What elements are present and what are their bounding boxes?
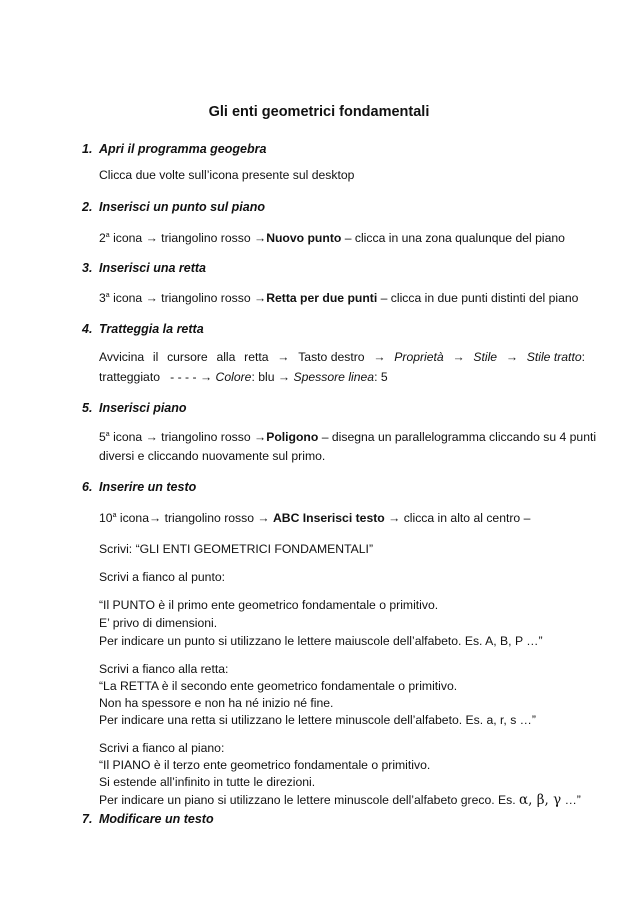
instruction-rest: – clicca in una zona qualunque del piano xyxy=(341,231,565,245)
colon: : xyxy=(581,350,585,364)
section-heading-7 xyxy=(82,812,214,826)
section-title: Tratteggia la retta xyxy=(99,322,204,336)
icon-number: 5 xyxy=(99,430,106,444)
section-heading-3 xyxy=(82,261,206,275)
piano-text: Per indicare un piano si utilizzano le lettere minuscole dell’alfabeto greco. Es. xyxy=(99,793,520,807)
retta-line-4: Per indicare una retta si utilizzano le lettere minuscole dell’alfabeto. Es. a, r, s …” xyxy=(99,713,536,727)
arrow-icon: → xyxy=(145,430,158,444)
tool-name: Nuovo punto xyxy=(266,231,342,245)
ordinal-superscript: a xyxy=(105,232,110,239)
retta-line-1: Scrivi a fianco alla retta: xyxy=(99,662,229,676)
spessore-label: Spessore linea xyxy=(293,370,375,384)
piano-end: …” xyxy=(561,793,581,807)
section-title: Inserisci un punto sul piano xyxy=(99,200,265,214)
ordinal-superscript: a xyxy=(105,292,110,299)
section-number: 1. xyxy=(82,142,93,156)
piano-line-4 xyxy=(99,792,581,808)
tasto-destro-label: Tasto destro xyxy=(298,350,365,364)
s5-line-2: diversi e cliccando nuovamente sul primo. xyxy=(99,449,326,463)
tool-name: Poligono xyxy=(266,430,319,444)
proprieta-label: Proprietà xyxy=(394,350,444,364)
stile-tratto-label: Stile tratto xyxy=(526,350,582,364)
section-number: 5. xyxy=(82,401,93,415)
piano-line-3: Si estende all’infinito in tutte le direzioni. xyxy=(99,775,316,789)
section-heading-6 xyxy=(82,480,196,494)
section-title: Inserire un testo xyxy=(99,480,197,494)
word: cursore xyxy=(167,350,208,364)
punto-line-2: E’ privo di dimensioni. xyxy=(99,616,218,630)
dashes: - - - - xyxy=(170,370,197,384)
s4-line-1 xyxy=(99,350,585,364)
arrow-icon: → xyxy=(452,350,465,364)
arrow-icon: → xyxy=(254,430,267,444)
tool-name: Retta per due punti xyxy=(266,291,378,305)
triangolino-label: triangolino rosso xyxy=(157,291,254,305)
section-heading-2 xyxy=(82,200,265,214)
word: il xyxy=(152,350,159,364)
icon-number: 3 xyxy=(99,291,106,305)
ordinal-superscript: a xyxy=(112,512,117,519)
section-title: Apri il programma geogebra xyxy=(99,142,267,156)
section-number: 2. xyxy=(82,200,93,214)
arrow-icon: → xyxy=(388,511,401,525)
triangolino-label: triangolino rosso xyxy=(157,430,254,444)
piano-line-1: Scrivi a fianco al piano: xyxy=(99,741,225,755)
section-heading-4 xyxy=(82,322,204,336)
colore-value: : blu xyxy=(251,370,278,384)
section-number: 7. xyxy=(82,812,93,826)
s5-line-1 xyxy=(99,430,596,444)
icon-number: 10 xyxy=(99,511,113,525)
word: alla xyxy=(216,350,236,364)
s3-text xyxy=(99,291,578,305)
arrow-icon: → xyxy=(145,231,158,245)
greek-letters: α, β, γ xyxy=(519,792,562,808)
arrow-icon: → xyxy=(254,291,267,305)
icona-label: icona xyxy=(116,511,149,525)
section-title: Inserisci una retta xyxy=(99,261,206,275)
section-number: 3. xyxy=(82,261,93,275)
arrow-icon: → xyxy=(373,350,386,364)
punto-line-1: “Il PUNTO è il primo ente geometrico fondamentale o primitivo. xyxy=(99,598,439,612)
retta-line-2: “La RETTA è il secondo ente geometrico fondamentale o primitivo. xyxy=(99,679,458,693)
section-number: 4. xyxy=(82,322,93,336)
icona-label: icona xyxy=(109,430,146,444)
s6-line-1 xyxy=(99,511,530,525)
colore-label: Colore xyxy=(215,370,252,384)
section-heading-1 xyxy=(82,142,266,156)
tool-name: ABC Inserisci testo xyxy=(272,511,385,525)
instruction-rest: clicca in alto al centro – xyxy=(400,511,531,525)
arrow-icon: → xyxy=(505,350,518,364)
spessore-value: : 5 xyxy=(374,370,388,384)
s2-text xyxy=(99,231,565,245)
arrow-icon: → xyxy=(145,291,158,305)
tratteggiato-label: tratteggiato xyxy=(99,370,160,384)
section-number: 6. xyxy=(82,480,93,494)
arrow-icon: → xyxy=(277,350,290,364)
section-title: Modificare un testo xyxy=(99,812,214,826)
document-title: Gli enti geometrici fondamentali xyxy=(208,104,430,120)
punto-line-3: Per indicare un punto si utilizzano le lettere maiuscole dell’alfabeto. Es. A, B, P …” xyxy=(99,634,543,648)
triangolino-label: triangolino rosso xyxy=(157,231,254,245)
arrow-icon: → xyxy=(199,370,213,384)
section-title: Inserisci piano xyxy=(99,401,187,415)
instruction-rest: – clicca in due punti distinti del piano xyxy=(377,291,579,305)
piano-line-2: “Il PIANO è il terzo ente geometrico fondamentale o primitivo. xyxy=(99,758,431,772)
arrow-icon: → xyxy=(149,511,162,525)
section-heading-5 xyxy=(82,401,187,415)
triangolino-label: triangolino rosso xyxy=(161,511,258,525)
s1-text: Clicca due volte sull’icona presente sul desktop xyxy=(99,168,355,182)
arrow-icon: → xyxy=(257,511,270,525)
icon-number: 2 xyxy=(99,231,106,245)
s6-fianco-punto: Scrivi a fianco al punto: xyxy=(99,570,226,584)
stile-label: Stile xyxy=(473,350,498,364)
arrow-icon: → xyxy=(254,231,267,245)
s4-line-2 xyxy=(99,370,388,384)
arrow-icon: → xyxy=(277,370,291,384)
word: Avvicina xyxy=(99,350,145,364)
s6-scrivi: Scrivi: “GLI ENTI GEOMETRICI FONDAMENTALI” xyxy=(99,542,374,556)
retta-line-3: Non ha spessore e non ha né inizio né fine. xyxy=(99,696,334,710)
ordinal-superscript: a xyxy=(105,431,110,438)
instruction-rest: – disegna un parallelogramma cliccando su 4 punti xyxy=(318,430,597,444)
word: retta xyxy=(244,350,269,364)
icona-label: icona xyxy=(109,231,146,245)
icona-label: icona xyxy=(109,291,146,305)
